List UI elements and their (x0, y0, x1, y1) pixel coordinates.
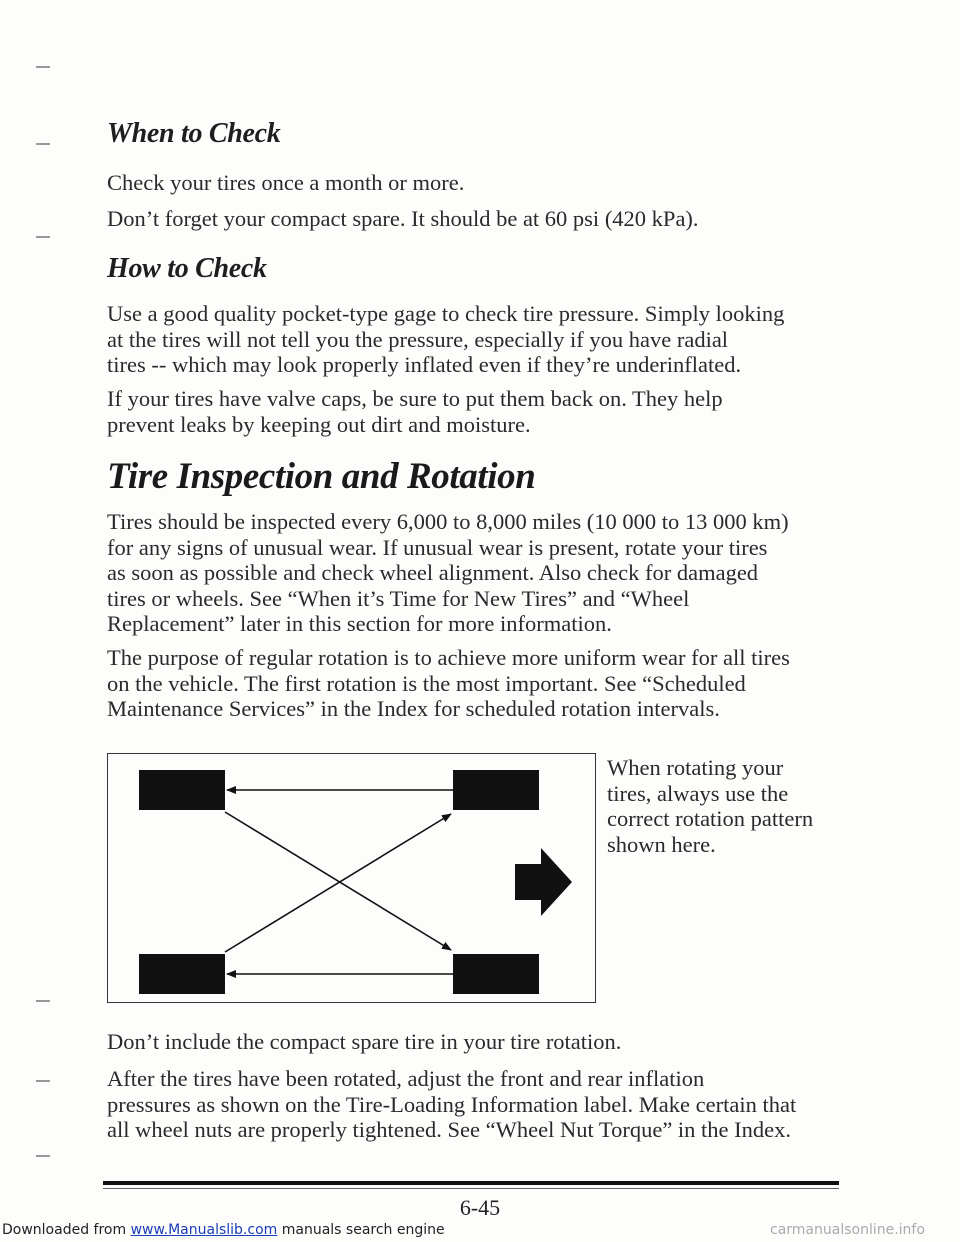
text-line: on the vehicle. The first rotation is the most important. See “Scheduled (107, 670, 746, 696)
text-line: prevent leaks by keeping out dirt and moisture. (107, 411, 531, 437)
how-to-check-paragraph-2 (107, 386, 723, 437)
text-line: as soon as possible and check wheel alignment. Also check for damaged (107, 560, 759, 585)
text-line: tires, always use the (607, 780, 789, 806)
tire-left-front (139, 770, 225, 810)
margin-mark (36, 1080, 50, 1082)
download-watermark (2, 1222, 445, 1238)
footer-rule-thin (103, 1188, 839, 1189)
when-to-check-heading: When to Check (107, 118, 281, 149)
manualslib-link[interactable]: www.Manualslib.com (130, 1222, 278, 1238)
margin-mark (36, 66, 50, 68)
page-number: 6-45 (459, 1195, 501, 1220)
watermark-suffix: manuals search engine (277, 1222, 445, 1238)
footer-rule (103, 1181, 839, 1185)
carmanualsonline-watermark: carmanualsonline.info (770, 1222, 925, 1238)
text-line: Maintenance Services” in the Index for scheduled rotation intervals. (107, 696, 720, 721)
rotation-purpose-paragraph (107, 645, 790, 722)
text-line: Tires should be inspected every 6,000 to 8,000 miles (10 000 to 13 000 km) (107, 509, 789, 534)
text-line: The purpose of regular rotation is to achieve more uniform wear for all tires (107, 645, 790, 670)
text-line: correct rotation pattern (607, 806, 814, 831)
rotation-pattern-svg (108, 754, 594, 1001)
when-to-check-paragraph-1: Check your tires once a month or more. (107, 170, 465, 195)
text-line: at the tires will not tell you the pressure, especially if you have radial (107, 326, 729, 352)
diagram-caption (607, 755, 813, 857)
arrow-cross-left-rear-to-right-front (225, 814, 451, 952)
text-line: all wheel nuts are properly tightened. See “Wheel Nut Torque” in the Index. (107, 1117, 792, 1142)
text-line: Replacement” later in this section for more information. (107, 611, 612, 636)
text-line: tires or wheels. See “When it’s Time for New Tires” and “Wheel (107, 585, 690, 611)
how-to-check-paragraph-1 (107, 301, 784, 378)
forward-direction-arrow-icon (515, 848, 572, 916)
text-line: shown here. (607, 831, 716, 857)
tire-right-front (453, 770, 539, 810)
text-line: If your tires have valve caps, be sure to put them back on. They help (107, 386, 723, 411)
rotation-pattern-diagram (107, 753, 596, 1003)
tire-left-rear (139, 954, 225, 994)
margin-mark (36, 236, 50, 238)
watermark-prefix: Downloaded from (2, 1222, 131, 1238)
text-line: After the tires have been rotated, adjust the front and rear inflation (107, 1066, 705, 1091)
text-line: for any signs of unusual wear. If unusual wear is present, rotate your tires (107, 534, 768, 560)
arrow-cross-left-front-to-right-rear (225, 812, 451, 950)
text-line: pressures as shown on the Tire-Loading Information label. Make certain that (107, 1091, 797, 1117)
compact-spare-paragraph: Don’t include the compact spare tire in your tire rotation. (107, 1029, 622, 1054)
tire-right-rear (453, 954, 539, 994)
text-line: When rotating your (607, 755, 784, 780)
text-line: Use a good quality pocket-type gage to check tire pressure. Simply looking (107, 301, 785, 326)
margin-mark (36, 1155, 50, 1157)
inspection-paragraph (107, 509, 789, 637)
margin-mark (36, 1000, 50, 1002)
margin-mark (36, 143, 50, 145)
text-line: tires -- which may look properly inflated even if they’re underinflated. (107, 352, 742, 377)
after-rotation-paragraph (107, 1066, 796, 1143)
tire-inspection-heading: Tire Inspection and Rotation (107, 456, 536, 497)
how-to-check-heading: How to Check (107, 253, 267, 284)
when-to-check-paragraph-2: Don’t forget your compact spare. It should be at 60 psi (420 kPa). (107, 206, 699, 231)
